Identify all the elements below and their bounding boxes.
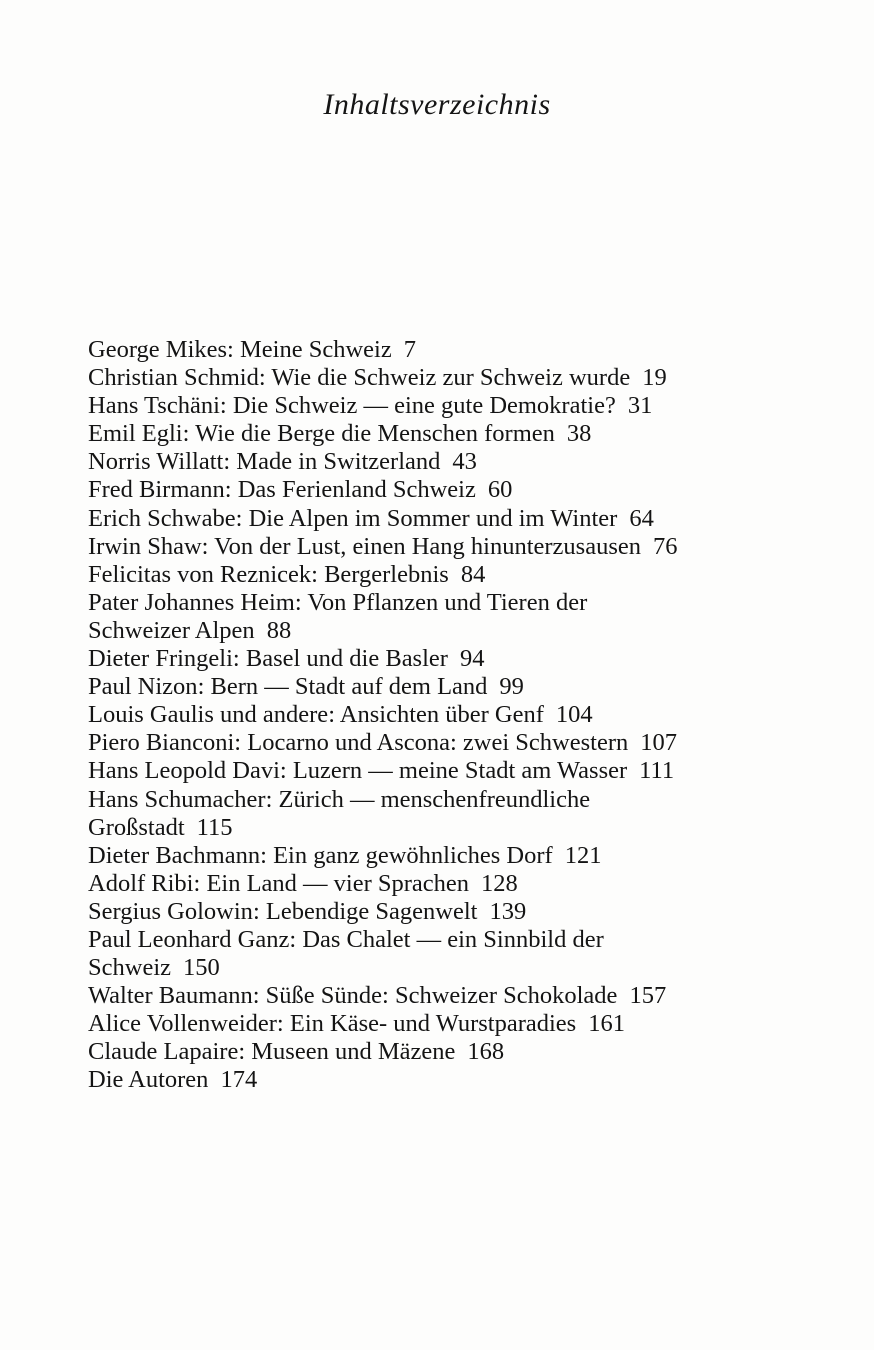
page-title: Inhaltsverzeichnis <box>323 88 551 121</box>
entry-title: Die Alpen im Sommer und im Winter <box>248 504 618 532</box>
entry-page-number: 168 <box>467 1038 505 1066</box>
entry-page-number: 150 <box>183 954 220 982</box>
entry-title: Die Autoren <box>88 1066 209 1094</box>
entry-page-number: 94 <box>459 645 485 673</box>
entry-page-number: 115 <box>196 813 233 841</box>
toc-entry: Pater Johannes Heim: Von Pflanzen und Tieren der Schweizer Alpen 88 <box>88 588 588 644</box>
entry-title: Wie die Berge die Menschen formen <box>195 420 555 448</box>
entry-author: Emil Egli <box>88 420 183 448</box>
entry-title: Süße Sünde: Schweizer Schokolade <box>265 982 618 1010</box>
entry-page-number: 107 <box>640 729 677 757</box>
entry-author: Dieter Bachmann <box>88 841 261 869</box>
toc-entry: Claude Lapaire: Museen und Mäzene 168 <box>88 1038 505 1066</box>
entry-title-continued: Schweizer Alpen <box>88 616 255 644</box>
toc-entry: Norris Willatt: Made in Switzerland 43 <box>88 448 477 476</box>
entry-author: Adolf Ribi <box>88 869 194 897</box>
entry-page-number: 60 <box>487 476 513 504</box>
entry-title: Ein Käse- und Wurstparadies <box>289 1010 577 1038</box>
entry-author: Paul Nizon <box>88 673 198 701</box>
entry-page-number: 99 <box>499 673 524 701</box>
toc-entry: Christian Schmid: Wie die Schweiz zur Schweiz wurde 19 <box>88 364 667 392</box>
entry-title: Von Pflanzen und Tieren der <box>307 588 588 616</box>
toc-entry: Emil Egli: Wie die Berge die Menschen formen 38 <box>88 420 592 448</box>
toc-entry: Dieter Bachmann: Ein ganz gewöhnliches Dorf 121 <box>88 841 602 869</box>
entry-title: Bergerlebnis <box>324 560 449 588</box>
entry-author: Claude Lapaire <box>88 1038 239 1066</box>
entry-page-number: 7 <box>403 336 416 363</box>
entry-author: Norris Willatt <box>88 448 224 476</box>
entry-title: Ein ganz gewöhnliches Dorf <box>273 841 553 869</box>
entry-title: Das Ferienland Schweiz <box>237 476 476 504</box>
entry-page-number: 104 <box>555 701 593 729</box>
entry-author: Fred Birmann <box>88 476 225 504</box>
toc-entry: Dieter Fringeli: Basel und die Basler 94 <box>88 645 485 673</box>
entry-page-number: 111 <box>639 757 675 785</box>
entry-page-number: 76 <box>652 532 678 560</box>
entry-page-number: 64 <box>629 504 654 532</box>
toc-entry: Felicitas von Reznicek: Bergerlebnis 84 <box>88 560 486 588</box>
toc-entry: Paul Nizon: Bern — Stadt auf dem Land 99 <box>88 673 524 701</box>
toc-entry: Adolf Ribi: Ein Land — vier Sprachen 128 <box>88 869 518 897</box>
entry-title: Ansichten über Genf <box>339 701 544 729</box>
toc-entry: Paul Leonhard Ganz: Das Chalet — ein Sinnbild der Schweiz 150 <box>88 925 604 982</box>
entry-author: Hans Schumacher <box>88 785 266 813</box>
toc-entry: Sergius Golowin: Lebendige Sagenwelt 139 <box>88 897 527 925</box>
entry-author: Walter Baumann <box>88 982 253 1010</box>
entry-title: Meine Schweiz <box>239 336 392 363</box>
toc-entry: Alice Vollenweider: Ein Käse- und Wurstparadies 161 <box>88 1010 625 1038</box>
toc-entry: Irwin Shaw: Von der Lust, einen Hang hinunterzusausen 76 <box>88 532 678 560</box>
entry-author: Irwin Shaw <box>88 532 202 560</box>
entry-title: Museen und Mäzene <box>251 1038 456 1066</box>
table-of-contents <box>88 336 808 1095</box>
entry-title: Die Schweiz — eine gute Demokratie? <box>232 392 616 420</box>
toc-entry: Erich Schwabe: Die Alpen im Sommer und im Winter 64 <box>88 504 654 532</box>
entry-author: Felicitas von Reznicek <box>88 560 312 588</box>
entry-page-number: 161 <box>588 1010 625 1038</box>
toc-entry: Piero Bianconi: Locarno und Ascona: zwei Schwestern 107 <box>88 729 677 757</box>
entry-title: Wie die Schweiz zur Schweiz wurde <box>271 364 631 392</box>
entry-title: Das Chalet — ein Sinnbild der <box>302 925 604 953</box>
entry-page-number: 84 <box>460 560 486 588</box>
toc-entry: Hans Leopold Davi: Luzern — meine Stadt am Wasser 111 <box>88 757 675 785</box>
entry-author: Alice Vollenweider <box>88 1010 277 1038</box>
entry-author: Dieter Fringeli <box>88 645 233 673</box>
entry-author: George Mikes <box>88 336 228 363</box>
entry-author: Hans Leopold Davi <box>88 757 280 785</box>
entry-title: Von der Lust, einen Hang hinunterzusausen <box>214 532 641 560</box>
entry-title: Zürich — menschenfreundliche <box>278 785 591 813</box>
entry-page-number: 121 <box>564 841 602 869</box>
toc-entry: Louis Gaulis und andere: Ansichten über Genf 104 <box>88 701 593 729</box>
entry-author: Sergius Golowin <box>88 897 253 925</box>
entry-author: Christian Schmid <box>88 364 259 392</box>
toc-entry <box>88 1066 808 1094</box>
toc-entry: Hans Tschäni: Die Schweiz — eine gute Demokratie? 31 <box>88 392 653 420</box>
entry-page-number: 174 <box>220 1066 258 1094</box>
entry-title: Luzern — meine Stadt am Wasser <box>292 757 628 785</box>
entry-author: Erich Schwabe <box>88 504 236 532</box>
entry-page-number: 157 <box>629 982 667 1010</box>
entry-title: Lebendige Sagenwelt <box>265 897 478 925</box>
entry-page-number: 88 <box>266 616 292 644</box>
entry-title-continued: Schweiz <box>88 954 171 982</box>
toc-entry: George Mikes: Meine Schweiz 7 <box>88 336 416 363</box>
entry-title: Ein Land — vier Sprachen <box>206 869 470 897</box>
toc-entry: Fred Birmann: Das Ferienland Schweiz 60 <box>88 476 513 504</box>
entry-author: Pater Johannes Heim <box>88 588 295 616</box>
entry-title: Basel und die Basler <box>245 645 448 673</box>
entry-title-continued: Großstadt <box>88 813 185 841</box>
entry-title: Locarno und Ascona: zwei Schwestern <box>247 729 629 757</box>
entry-title: Made in Switzerland <box>236 448 441 476</box>
entry-page-number: 38 <box>566 420 592 448</box>
entry-author: Louis Gaulis und andere <box>88 701 329 729</box>
entry-author: Hans Tschäni <box>88 392 220 420</box>
entry-page-number: 31 <box>627 392 653 420</box>
entry-page-number: 43 <box>452 448 477 476</box>
entry-page-number: 139 <box>489 897 527 925</box>
entry-author: Piero Bianconi <box>88 729 235 757</box>
toc-entry: Hans Schumacher: Zürich — menschenfreundliche Großstadt 115 <box>88 785 591 841</box>
entry-author: Paul Leonhard Ganz <box>88 925 290 953</box>
entry-page-number: 128 <box>481 869 518 897</box>
entry-page-number: 19 <box>642 364 667 392</box>
toc-entry: Walter Baumann: Süße Sünde: Schweizer Schokolade 157 <box>88 982 667 1010</box>
entry-title: Bern — Stadt auf dem Land <box>210 673 488 701</box>
